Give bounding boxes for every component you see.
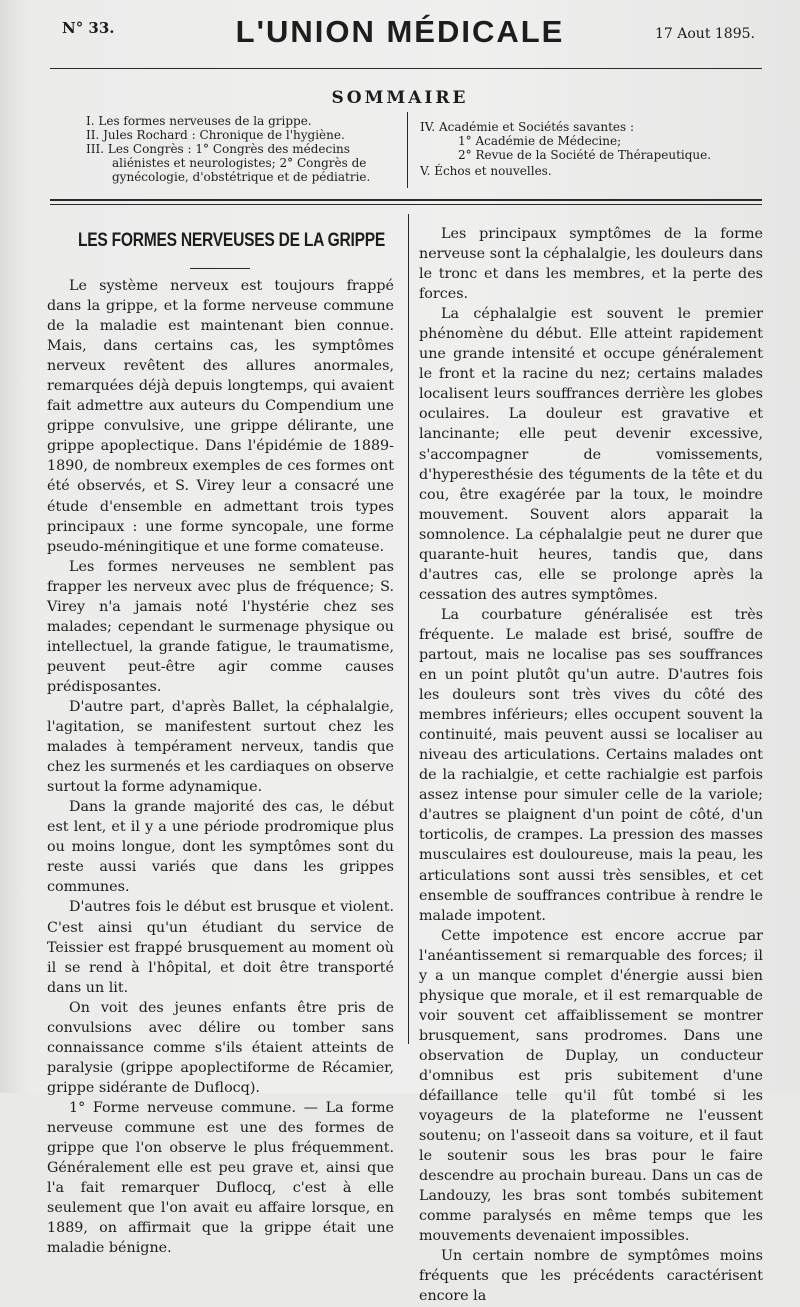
paragraph: Cette impotence est encore accrue par l'anéantissement si remarquable des forces; il y a un manque complet d'énergie aussi bien physique que morale, et il est remarquable de voir souvent cet affaiblissement se montrer brusquement, sans prodromes. Dans une observation de Duplay, un conducteur d'omnibus est pris subitement d'une défaillance telle qu'il fût tombé si les voyageurs de la plateforme ne l'eussent soutenu; on l'asseoit dans sa voiture, et il faut le soutenir sous les bras pour le faire descendre au prochain bureau. Dans un cas de Landouzy, les bras sont tombés subitement comme paralysés en même temps que les mouvements devenaient impossibles. — [419, 927, 763, 1245]
paragraph: La céphalalgie est souvent le premier phénomène du début. Elle atteint rapidement une grande intensité et occupe généralement le front et la racine du nez; certains malades localisent leurs souffrances derrière les globes oculaires. La douleur est gravative et lancinante; elle peut devenir excessive, s'accompagner de vomissements, d'hyperesthésie des téguments de la tête et du cou, être exagérée par la toux, le moindre mouvement. Souvent alors apparait la somnolence. La céphalalgie peut ne durer que quarante-huit heures, tandis que, dans d'autres cas, elle se prolonge après la cessation des autres symptômes. — [419, 306, 763, 603]
paragraph: Les principaux symptômes de la forme nerveuse sont la céphalalgie, les douleurs dans le tronc et dans les membres, et la perte des forces. — [419, 226, 763, 303]
toc-item: 2° Revue de la Société de Thérapeutique. — [458, 148, 712, 162]
paragraph: D'autres fois le début est brusque et violent. C'est ainsi qu'un étudiant du service de Teissier est frappé brusquement au moment où il se rend à l'hôpital, et doit être transporté dans un lit. — [47, 899, 394, 996]
header-rule — [50, 68, 762, 69]
paragraph: La courbature généralisée est très fréquente. Le malade est brisé, souffre de partout, mais ne localise pas ses souffrances en un point plutôt qu'un autre. D'autres fois les douleurs sont très vives du côté des membres inférieurs; elles occupent souvent la continuité, mais peuvent aussi se localiser au niveau des articulations. Certains malades ont de la rachialgie, et cette rachialgie est parfois assez intense pour simuler celle de la variole; d'autres se plaignent d'un point de côté, d'un torticolis, de crampes. La pression des masses musculaires est douloureuse, mais la peau, les articulations sont aussi très sensibles, et cet ensemble de souffrances contribue à rendre le malade impotent. — [419, 606, 763, 924]
sommaire-separator — [407, 112, 408, 188]
paragraph: 1° Forme nerveuse commune. — La forme nerveuse commune est une des formes de grippe que l'on observe le plus fréquemment. Généralement elle est peu grave et, ainsi que l'a fait remarquer Duflocq, c'est à elle seulement que l'on avait eu affaire lorsque, en 1889, on affirmait que la grippe était une maladie bénigne. — [47, 1099, 394, 1257]
article-title: LES FORMES NERVEUSES DE LA GRIPPE — [78, 230, 386, 251]
paragraph: Le système nerveux est toujours frappé dans la grippe, et la forme nerveuse commune de la maladie est maintenant bien connue. Mais, dans certains cas, les symptômes nerveux revêtent des allures anormales, remarquées déjà depuis longtemps, qui avaient fait admettre aux auteurs du Compendium une grippe convulsive, une grippe délirante, une grippe apoplectique. Dans l'épidémie de 1889-1890, de nombreux exemples de ces formes ont été observés, et S. Virey leur a consacré une étude d'ensemble en admettant trois types principaux : une forme syncopale, une forme pseudo-méningitique et une forme comateuse. — [47, 278, 394, 555]
toc-item: V. Échos et nouvelles. — [420, 164, 552, 178]
column-separator — [408, 214, 409, 1044]
sommaire-rule-top — [50, 199, 762, 201]
toc-item: 1° Académie de Médecine; — [458, 134, 622, 148]
sommaire-left — [86, 114, 402, 184]
toc-item: II. Jules Rochard : Chronique de l'hygiène. — [86, 128, 345, 142]
toc-item: III. Les Congrès : 1° Congrès des médecins aliénistes et neurologistes; 2° Congrès de gynécologie, d'obstétrique et de pédiatrie. — [86, 142, 371, 184]
issue-number: N° 33. — [62, 19, 115, 37]
issue-date: 17 Aout 1895. — [655, 26, 755, 42]
title-underline — [190, 268, 250, 269]
paragraph: D'autre part, d'après Ballet, la céphalalgie, l'agitation, se manifestent surtout chez les malades à tempérament nerveux, tandis que chez les surmenés et les cardiaques on observe surtout la forme adynamique. — [47, 698, 394, 796]
article-left-column — [47, 276, 394, 1258]
journal-title: L'UNION MÉDICALE — [235, 14, 565, 49]
sommaire-title: SOMMAIRE — [331, 88, 469, 108]
toc-item: IV. Académie et Sociétés savantes : — [420, 120, 635, 134]
sommaire-rule-bottom — [50, 204, 762, 205]
sommaire-right — [420, 120, 760, 178]
paragraph: On voit des jeunes enfants être pris de convulsions avec délire ou tomber sans connaissance comme s'ils étaient atteints de paralysie (grippe apoplectiforme de Récamier, grippe sidérante de Duflocq). — [47, 999, 394, 1096]
paragraph: Un certain nombre de symptômes moins fréquents que les précédents caractérisent encore la — [419, 1248, 763, 1305]
paragraph: Dans la grande majorité des cas, le début est lent, et il y a une période prodromique plus ou moins longue, dont les symptômes sont du reste aussi variés que dans les grippes communes. — [47, 799, 394, 896]
toc-item: I. Les formes nerveuses de la grippe. — [86, 114, 312, 128]
paragraph: Les formes nerveuses ne semblent pas frapper les nerveux avec plus de fréquence; S. Virey n'a jamais noté l'hystérie chez ses malades; cependant le surmenage physique ou intellectuel, la grande fatigue, le traumatisme, peuvent peut-être agir comme causes prédisposantes. — [47, 558, 394, 695]
article-right-column — [419, 224, 763, 1307]
